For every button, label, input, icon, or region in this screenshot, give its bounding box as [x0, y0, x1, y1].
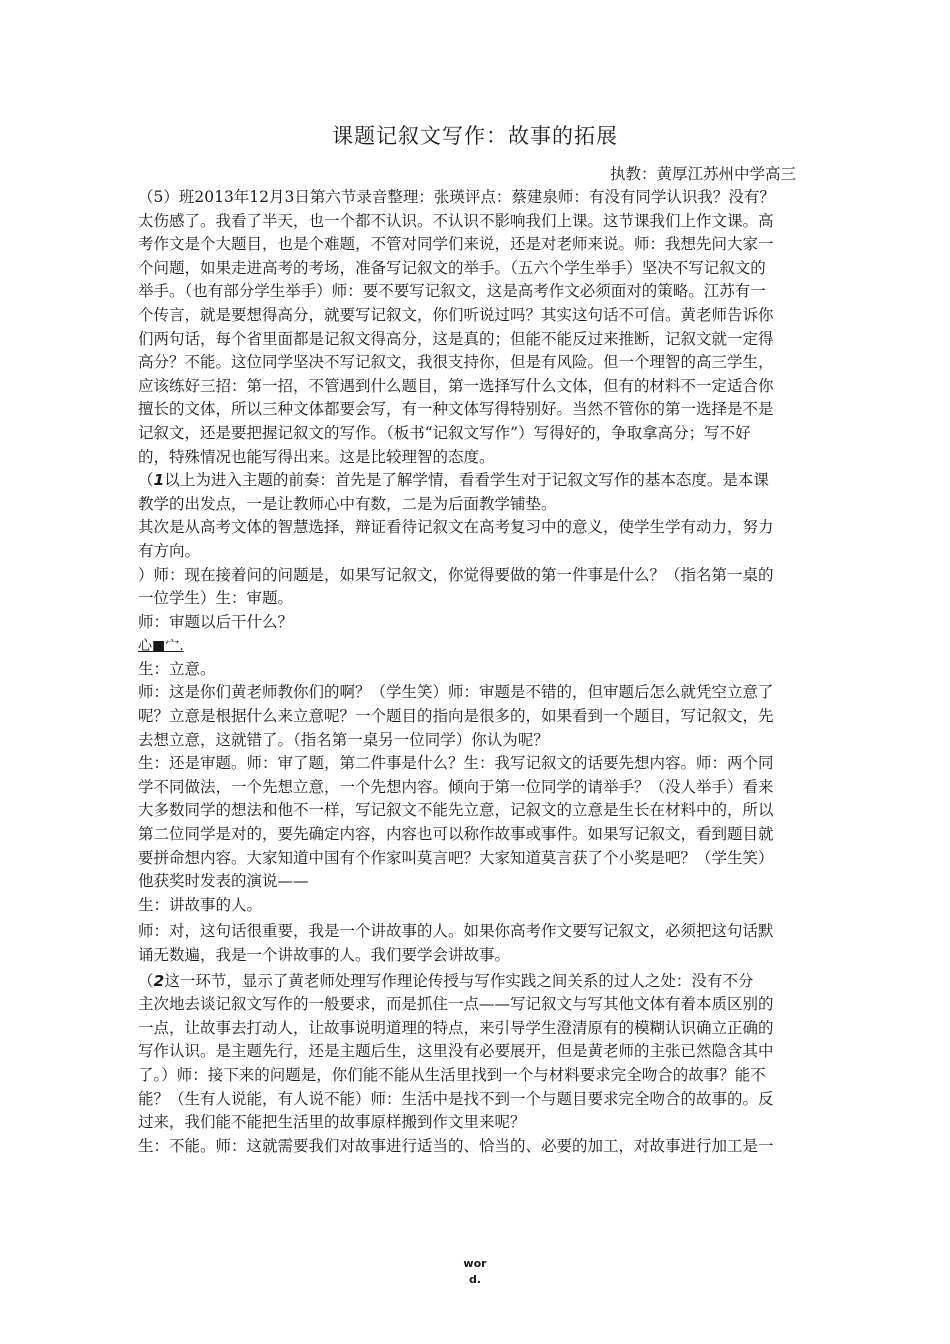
comment-number: 1	[153, 471, 165, 490]
text-line: 学不同做法，一个先想立意，一个先想内容。倾向于第一位同学的请举手？（没人举手）看来	[138, 777, 774, 796]
text-line: 考作文是个大题目，也是个难题，不管对同学们来说，还是对老师来说。师：我想先问大家一	[138, 235, 774, 254]
footer-line: wor	[463, 1257, 487, 1270]
text-line: 们两句话，每个省里面都是记叙文得高分，这是真的；但能不能反过来推断，记叙文就一定得	[138, 329, 774, 348]
text-line: 了。）师：接下来的问题是，你们能不能从生活里找到一个与材料要求完全吻合的故事？能不	[138, 1065, 766, 1084]
text-line: 个问题，如果走进高考的考场，准备写记叙文的举手。（五六个学生举手）坚决不写记叙文的	[138, 258, 766, 277]
text-line: 师：审题以后干什么？	[138, 612, 294, 631]
page-footer	[0, 1256, 950, 1288]
text-line: 其次是从高考文体的智慧选择，辩证看待记叙文在高考复习中的意义，使学生学有动力，努力	[138, 518, 774, 537]
text-line: 诵无数遍，我是一个讲故事的人。我们要学会讲故事。	[138, 946, 511, 964]
text-line: 的，特殊情况也能写得出来。这是比较理智的态度。	[138, 447, 495, 466]
text-line: 写作认识。是主题先行，还是主题后生，这里没有必要展开，但是黄老师的主张已然隐含其中	[138, 1042, 774, 1061]
text-line: 要拼命想内容。大家知道中国有个作家叫莫言吧？大家知道莫言获了个小奖是吧？（学生笑）	[138, 848, 774, 867]
text-line: 师：对，这句话很重要，我是一个讲故事的人。如果你高考作文要写记叙文，必须把这句话默	[138, 922, 774, 941]
comment-text: 这一环节，显示了黄老师处理写作理论传授与写作实践之间关系的过人之处：没有不分	[164, 971, 754, 990]
text-line: 太伤感了。我看了半天，也一个都不认识。不认识不影响我们上课。这节课我们上作文课。高	[138, 211, 774, 230]
artifact-block: ■	[152, 638, 166, 655]
comment-open-paren: （	[138, 971, 154, 990]
text-line	[138, 970, 814, 994]
text-line: 生：讲故事的人。	[138, 895, 263, 914]
document-body	[138, 186, 814, 1158]
comment-open-paren: （	[138, 471, 154, 490]
text-line: 呢？立意是根据什么来立意呢？一个题目的指向是很多的，如果看到一个题目，写记叙文，先	[138, 707, 774, 726]
text-line: 过来，我们能不能把生活里的故事原样搬到作文里来呢？	[138, 1113, 526, 1132]
comment-1	[138, 469, 814, 563]
text-line: 一点，让故事去打动人，让故事说明道理的特点，来引导学生澄清原有的模糊认识确立正确的	[138, 1018, 774, 1037]
document-title: 课题记叙文写作：故事的拓展	[332, 124, 618, 148]
paragraph-dialogue-3	[138, 920, 814, 967]
artifact-glyph: 心	[138, 638, 152, 655]
text-line: 记叙文，还是要把握记叙文的写作。（板书“记叙文写作”）写得好的，争取拿高分；写不好	[138, 423, 751, 442]
text-line	[138, 469, 814, 493]
text-line: 一位学生）生：审题。	[138, 589, 294, 608]
comment-2	[138, 970, 814, 1159]
text-line: 生：不能。师：这就需要我们对故事进行适当的、恰当的、必要的加工，对故事进行加工是一	[138, 1136, 774, 1155]
text-line: 能？（生有人说能，有人说不能）师：生活中是找不到一个与题目要求完全吻合的故事的。反	[138, 1089, 774, 1108]
text-line: 师：这是你们黄老师教你们的啊？（学生笑）师：审题是不错的，但审题后怎么就凭空立意了	[138, 683, 774, 702]
ocr-artifact-line	[138, 634, 814, 658]
text-line: ）师：现在接着问的问题是，如果写记叙文，你觉得要做的第一件事是什么？（指名第一桌的	[138, 565, 774, 584]
author-line: 执教：黄厚江苏州中学高三	[610, 165, 797, 183]
paragraph-dialogue-1	[138, 564, 814, 635]
text-line: 举手。（也有部分学生举手）师：要不要写记叙文，这是高考作文必须面对的策略。江苏有一	[138, 282, 766, 301]
paragraph-intro	[138, 186, 814, 469]
text-line: 擅长的文体，所以三种文体都要会写，有一种文体写得特别好。当然不管你的第一选择是不是	[138, 400, 774, 419]
text-line: 有方向。	[138, 541, 201, 560]
text-line: 他获奖时发表的演说——	[138, 872, 309, 891]
text-line: （5）班2013年12月3日第六节录音整理：张瑛评点：蔡建泉师：有没有同学认识我？没有？	[138, 188, 775, 206]
artifact-glyph: 宀.	[165, 638, 184, 655]
text-line: 主次地去谈记叙文写作的一般要求，而是抓住一点——写记叙文与写其他文体有着本质区别的	[138, 995, 774, 1014]
text-line: 个传言，就是要想得高分，就要写记叙文，你们听说过吗？其实这句话不可信。黄老师告诉你	[138, 305, 774, 324]
text-line: 应该练好三招：第一招，不管遇到什么题目，第一选择写什么文体，但有的材料不一定适合你	[138, 376, 774, 395]
text-line: 高分？不能。这位同学坚决不写记叙文，我很支持你，但是有风险。但一个理智的高三学生，	[138, 353, 774, 372]
text-line: 去想立意，这就错了。（指名第一桌另一位同学）你认为呢？	[138, 730, 549, 749]
text-line: 第二位同学是对的，要先确定内容，内容也可以称作故事或事件。如果写记叙文，看到题目就	[138, 825, 774, 844]
comment-text: 以上为进入主题的前奏：首先是了解学情，看看学生对于记叙文写作的基本态度。是本课	[164, 471, 769, 490]
text-line: 教学的出发点，一是让教师心中有数，二是为后面教学铺垫。	[138, 494, 557, 513]
text-line: 大多数同学的想法和他不一样，写记叙文不能先立意，记叙文的立意是生长在材料中的，所以	[138, 801, 774, 820]
footer-line: d.	[468, 1273, 482, 1286]
text-line: 生：还是审题。师：审了题，第二件事是什么？生：我写记叙文的话要先想内容。师：两个同	[138, 754, 774, 773]
paragraph-dialogue-2	[138, 658, 814, 918]
comment-number: 2	[153, 971, 165, 990]
text-line: 生：立意。	[138, 659, 216, 678]
